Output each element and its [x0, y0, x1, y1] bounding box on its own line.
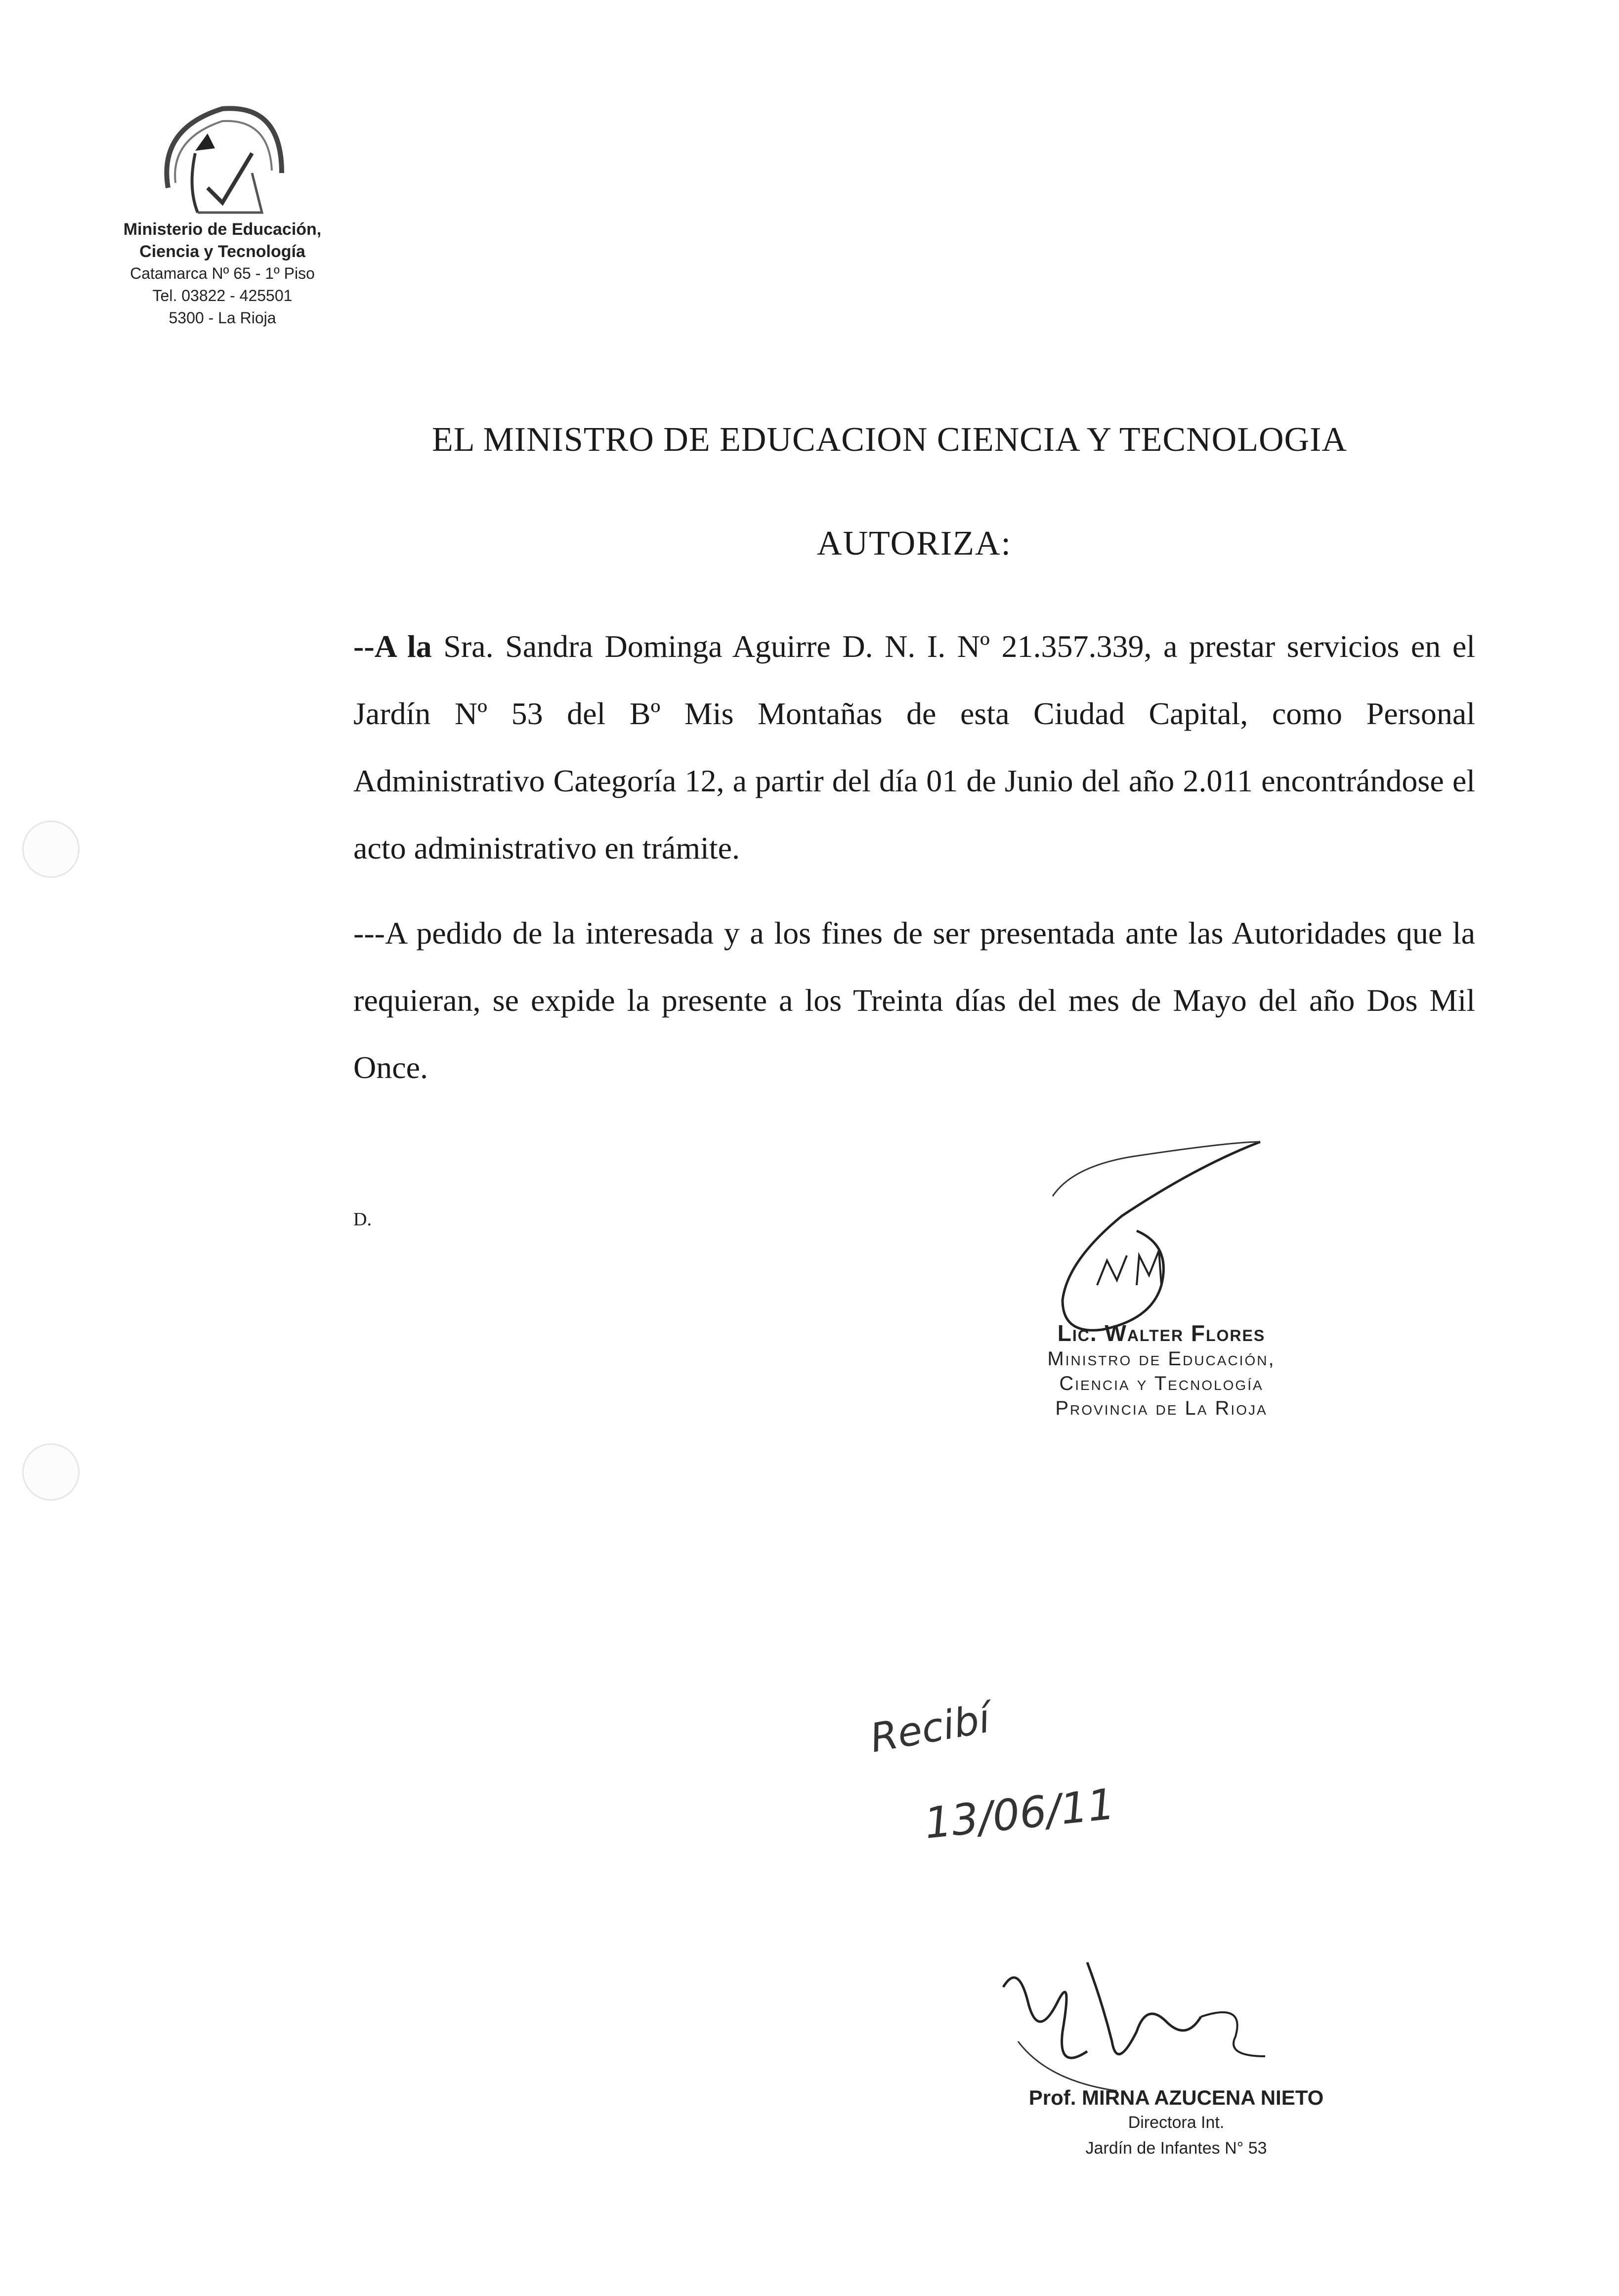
- paragraph-issuance: ---A pedido de la interesada y a los fines de ser presentada ante las Autoridades que la requieran, se expide la presente a los Treinta días del mes de Mayo del año Dos Mil Once.: [353, 915, 1475, 1085]
- paragraph-authorization: [353, 613, 1475, 882]
- document-title: EL MINISTRO DE EDUCACION CIENCIA Y TECNOLOGIA: [432, 421, 1347, 459]
- minister-signature: [1023, 1137, 1270, 1344]
- director-institution: Jardín de Infantes N° 53: [1085, 2139, 1267, 2158]
- paragraph-text: Sra. Sandra Dominga Aguirre D. N. I. Nº 21.357.339, a prestar servicios en el Jardín Nº 53 del Bº Mis Montañas de esta Ciudad Capital, como Personal Administrativo Categoría 12, a partir del día 01 de Junio del año 2.011 encontrándose el acto administrativo en trámite.: [353, 629, 1476, 866]
- letterhead-org-line2: Ciencia y Tecnología: [139, 242, 305, 261]
- letterhead-address: Catamarca Nº 65 - 1º Piso: [130, 264, 315, 282]
- paragraph-lead: --A la: [353, 629, 432, 664]
- minister-title-line2: Ciencia y Tecnología: [1059, 1373, 1264, 1394]
- ministry-logo: [148, 89, 297, 237]
- initial-mark: D.: [353, 1209, 372, 1230]
- letterhead-org-line1: Ministerio de Educación,: [123, 220, 322, 239]
- received-note: Recibí: [866, 1695, 994, 1762]
- letterhead-phone: Tel. 03822 - 425501: [152, 287, 293, 304]
- director-stamp: [1028, 2086, 1324, 2161]
- minister-name: Lic. Walter Flores: [1057, 1320, 1266, 1346]
- received-date: 13/06/11: [922, 1779, 1117, 1849]
- document-heading: AUTORIZA:: [817, 524, 1012, 563]
- director-role: Directora Int.: [1128, 2113, 1225, 2132]
- punch-hole-upper: [22, 821, 80, 878]
- minister-title-line1: Ministro de Educación,: [1047, 1348, 1276, 1370]
- minister-stamp: [988, 1320, 1334, 1421]
- minister-title-line3: Provincia de La Rioja: [1055, 1397, 1268, 1419]
- punch-hole-lower: [22, 1443, 80, 1501]
- director-name: Prof. MIRNA AZUCENA NIETO: [1028, 2086, 1324, 2109]
- letterhead-city: 5300 - La Rioja: [169, 309, 276, 327]
